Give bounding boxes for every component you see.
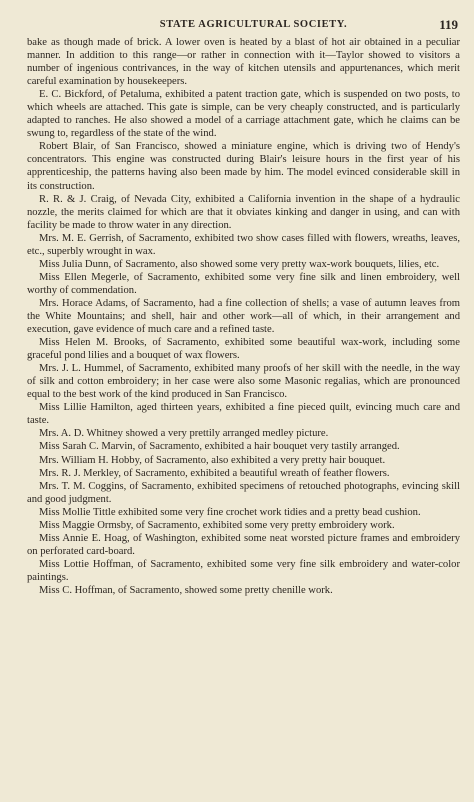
running-head: STATE AGRICULTURAL SOCIETY. xyxy=(159,19,348,30)
paragraph-marvin: Miss Sarah C. Marvin, of Sacramento, exhibited a hair bouquet very tastily arranged. xyxy=(39,441,400,453)
paragraph-bickford: E. C. Bickford, of Petaluma, exhibited a patent traction gate, which is suspended on two posts, to which wheels are attached. This gate is simple, can be very cheaply constructed, and is particularly adapted to ranches. He also showed a model of a carriage attachment gate, which he claims can be swung to, regardless of the state of the wind. xyxy=(27,89,460,140)
paragraph-hamilton: Miss Lillie Hamilton, aged thirteen years, exhibited a fine pieced quilt, evincing much care and taste. xyxy=(27,402,460,427)
page-number: 119 xyxy=(439,17,458,32)
paragraph-ormsby: Miss Maggie Ormsby, of Sacramento, exhibited some very pretty embroidery work. xyxy=(39,519,395,531)
paragraph-gerrish: Mrs. M. E. Gerrish, of Sacramento, exhibited two show cases filled with flowers, wreaths, leaves, etc., superbly wrought in wax. xyxy=(27,232,460,257)
paragraph-dunn: Miss Julia Dunn, of Sacramento, also showed some very pretty wax-work bouquets, lilies, etc. xyxy=(39,258,440,270)
paragraph-c-hoffman: Miss C. Hoffman, of Sacramento, showed some pretty chenille work. xyxy=(39,584,333,596)
paragraph-lottie-hoffman: Miss Lottie Hoffman, of Sacramento, exhibited some very fine silk embroidery and water-color paintings. xyxy=(27,558,460,583)
paragraph-megerle: Miss Ellen Megerle, of Sacramento, exhibited some very fine silk and linen embroidery, well worthy of commendation. xyxy=(27,271,460,296)
paragraph-craig: R. R. & J. Craig, of Nevada City, exhibited a California invention in the shape of a hydraulic nozzle, the merits claimed for which are that it obviates kinking and danger in using, and can with facility be made to throw water in any direction. xyxy=(27,193,460,231)
paragraph-whitney: Mrs. A. D. Whitney showed a very prettily arranged medley picture. xyxy=(39,428,329,440)
paragraph-hummel: Mrs. J. L. Hummel, of Sacramento, exhibited many proofs of her skill with the needle, in the way of silk and cotton embroidery; in her case were also some Masonic regalias, which are pronounced equal to the best work of the kind produced in San Francisco. xyxy=(27,363,460,401)
paragraph-range-continued: bake as though made of brick. A lower oven is heated by a blast of hot air obtained in a peculiar manner. In addition to this range—or rather in connection with it—Taylor showed to visitors a number of ingenious contrivances, in the way of kitchen utensils and appurtenances, which merit careful examination by housekeepers. xyxy=(27,37,460,88)
paragraph-hobby: Mrs. William H. Hobby, of Sacramento, also exhibited a very pretty hair bouquet. xyxy=(39,454,386,466)
paragraph-merkley: Mrs. R. J. Merkley, of Sacramento, exhibited a beautiful wreath of feather flowers. xyxy=(39,467,390,479)
body-text xyxy=(27,36,460,597)
paragraph-tittle: Miss Mollie Tittle exhibited some very fine crochet work tidies and a pretty bead cushion. xyxy=(39,506,421,518)
paragraph-coggins: Mrs. T. M. Coggins, of Sacramento, exhibited specimens of retouched photographs, evincing skill and good judgment. xyxy=(27,480,460,505)
paragraph-hoag: Miss Annie E. Hoag, of Washington, exhibited some neat worsted picture frames and embroidery on perforated card-board. xyxy=(27,532,460,557)
paragraph-adams: Mrs. Horace Adams, of Sacramento, had a fine collection of shells; a vase of autumn leaves from the White Mountains; and shell, hair and other work—all of which, in their arrangement and execution, gave evidence of much care and a refined taste. xyxy=(27,297,460,336)
page-header xyxy=(27,14,460,36)
paragraph-brooks: Miss Helen M. Brooks, of Sacramento, exhibited some beautiful wax-work, including some graceful pond lilies and a bouquet of wax flowers. xyxy=(27,337,460,362)
paragraph-blair: Robert Blair, of San Francisco, showed a miniature engine, which is driving two of Hendy's concentrators. This engine was constructed during Blair's leisure hours in the first year of his apprenticeship, the patterns having also been made by him. The model evinced considerable skill in its construction. xyxy=(27,141,460,192)
